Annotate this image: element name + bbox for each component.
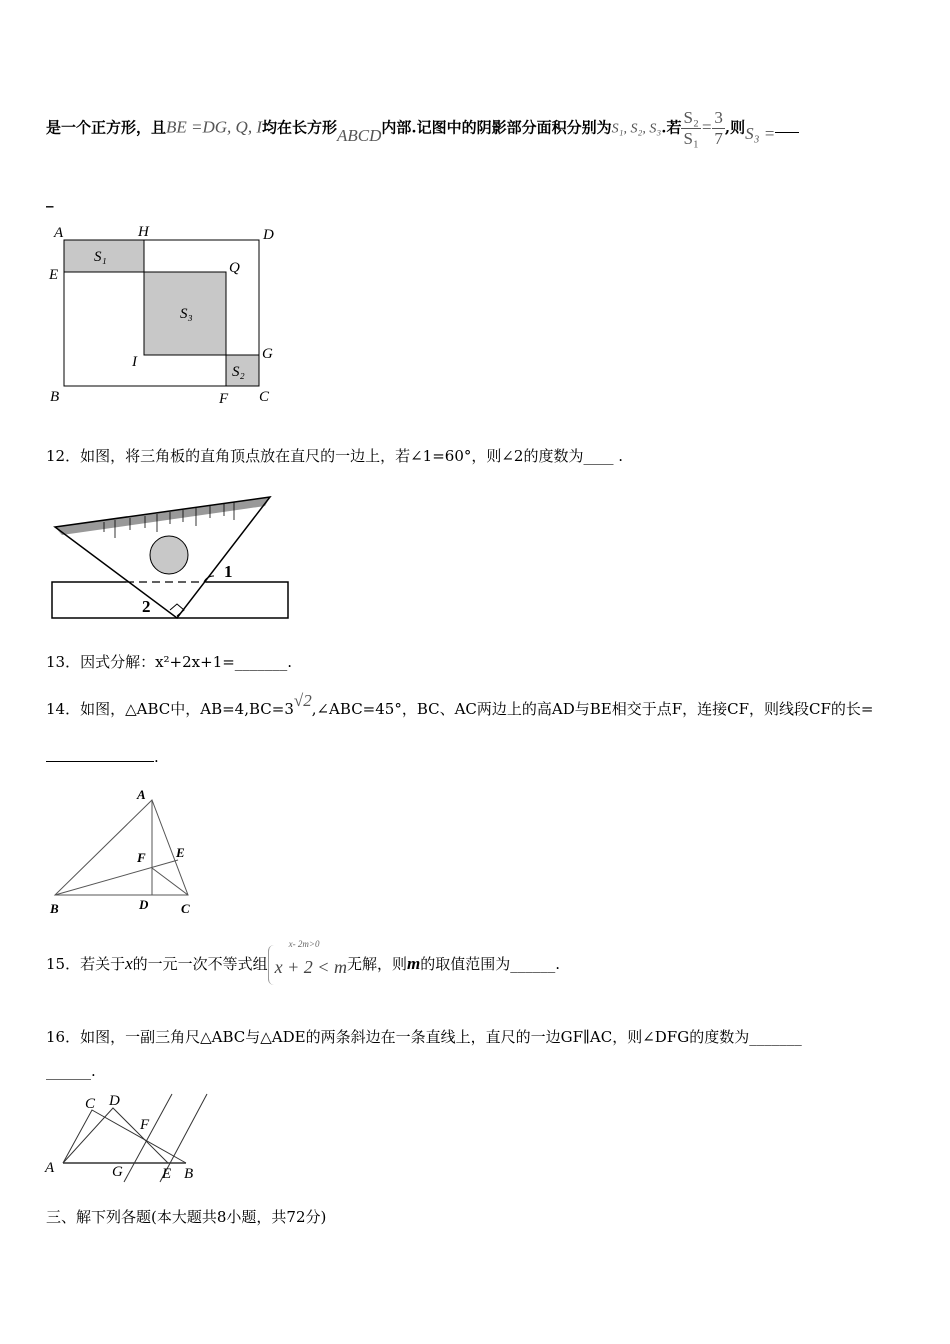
label-b: B [50,389,60,405]
label-f: F [137,850,146,865]
q11-blank-tail: _ [46,190,54,208]
q15-text-c: 无解，则 [346,955,407,973]
q14-text-a: 14．如图，△ABC中，AB=4,BC=3 [46,700,294,718]
q16-tail: ______. [46,1062,96,1080]
frac-num: S₂ [683,108,699,127]
q14-tail: . [154,748,159,766]
q15-text-b: 的一元一次不等式组 [132,955,268,973]
label-d: D [263,227,274,243]
label-d: D [109,1093,120,1109]
q15-var-m: m [406,954,421,973]
label-c: C [181,901,190,916]
label-a: A [54,225,64,241]
angle1-label: 1 [224,562,233,581]
label-b: B [184,1166,194,1182]
angle2-label: 2 [142,597,151,616]
q11-eq: = [700,117,713,137]
label-f: F [219,391,229,407]
q11-text-1: 是一个正方形，且 [46,118,167,137]
q11-text-2: 均在长方形 [262,118,338,137]
q15-ineq-2: x + 2 < m [274,957,347,977]
label-f: F [140,1117,150,1133]
label-e: E [49,267,59,283]
q12-text: 12．如图，将三角板的直角顶点放在直尺的一边上，若∠1=60°，则∠2的度数为____ . [46,447,624,465]
q11-text-5: ,则 [724,118,746,137]
label-a: A [45,1160,55,1176]
q11-math-1: BE =DG, Q, I [166,117,262,137]
q11-math-4: S₃ = [745,123,776,143]
label-b: B [50,901,59,916]
q11-text-3: 内部.记图中的阴影部分面积分别为 [381,118,612,137]
label-i: I [132,354,137,370]
frac-num: 3 [714,108,723,127]
triangle-abc [63,1110,186,1163]
label-e: E [162,1166,172,1182]
label-c: C [259,389,270,405]
label-e: E [176,845,185,860]
q13-text: 13．因式分解：x²+2x+1=_______. [46,653,293,671]
q15-text-a: 15．若关于 [46,955,126,973]
label-s1: S₁ [94,249,107,265]
q16-text: 16．如图，一副三角尺△ABC与△ADE的两条斜边在一条直线上，直尺的一边GF∥AC，则∠DFG的度数为_______ [46,1028,802,1046]
label-a: A [137,787,146,802]
label-h: H [138,224,149,240]
triangle-ade [63,1108,168,1163]
q11-math-3: S₁, S₂, S₃ [611,121,662,137]
label-q: Q [229,260,240,276]
q14-text-b: ,∠ABC=45°，BC、AC两边上的高AD与BE相交于点F，连接CF，则线段CF的长= [311,700,874,718]
section-3-heading: 三、解下列各题(本大题共8小题，共72分) [46,1208,327,1226]
label-g: G [262,346,273,362]
q15-text-d: 的取值范围为______. [420,955,560,973]
label-d: D [139,897,149,912]
label-s3: S₃ [180,306,193,322]
q11-text-4: .若 [661,118,682,137]
q15-ineq-1: x- 2m>0 [288,939,320,949]
frac-den: 7 [714,129,723,148]
q14-sqrt: √2 [293,691,312,710]
label-s2: S₂ [232,364,245,380]
label-g: G [112,1164,123,1180]
q11-math-2: ABCD [337,125,382,145]
q15-var-x: x [125,954,133,973]
frac-den: S₁ [683,129,699,148]
label-c: C [85,1096,96,1112]
